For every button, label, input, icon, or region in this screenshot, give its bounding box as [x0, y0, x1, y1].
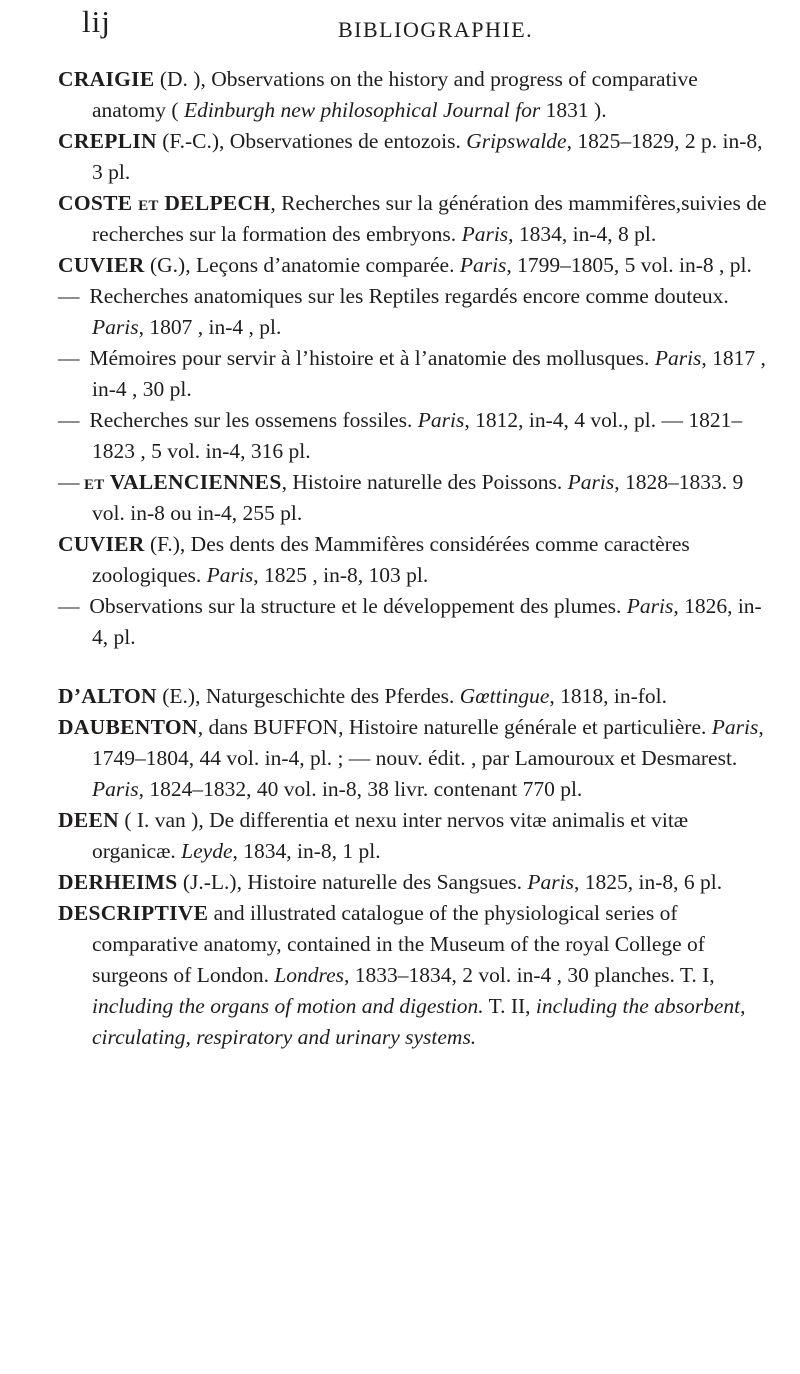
entry-details: , 1799–1805, 5 vol. in-8 , pl.: [506, 253, 752, 277]
entry-italic-text: including the absorbent, circulating, respiratory and urinary systems.: [92, 994, 746, 1049]
entry-italic-text: Paris: [417, 408, 465, 432]
bibliography-entry: [58, 681, 770, 712]
entry-text: , Recherches sur la génération des mammifères,suivies de recherches sur la formation des embryons.: [92, 191, 767, 246]
bibliography-entry: [58, 529, 770, 591]
entry-italic-text: Leyde: [181, 839, 233, 863]
entry-author: CREPLIN: [58, 129, 157, 153]
bibliography-entry: [58, 343, 770, 405]
entry-text: (D. ), Observations on the history and progress of comparative anatomy (: [92, 67, 698, 122]
entry-details: , 1825 , in-8, 103 pl.: [253, 563, 429, 587]
entry-author: CUVIER: [58, 532, 145, 556]
entry-details: T. II,: [483, 994, 536, 1018]
bibliography-entry: [58, 898, 770, 1053]
entry-italic-text: Paris: [626, 594, 674, 618]
entry-details: , 1749–1804, 44 vol. in-4, pl. ; — nouv. édit. , par Lamouroux et Desmarest.: [92, 715, 764, 770]
entry-italic-text: Paris: [527, 870, 574, 894]
entry-author: D’ALTON: [58, 684, 157, 708]
entry-details: , 1833–1834, 2 vol. in-4 , 30 planches. T. I,: [344, 963, 715, 987]
entry-text: (G.), Leçons d’anatomie comparée.: [144, 253, 460, 277]
page-number: lij: [82, 4, 111, 39]
bibliography-entry: [58, 867, 770, 898]
entry-italic-text: Paris: [459, 253, 507, 277]
running-head: BIBLIOGRAPHIE.: [338, 17, 534, 42]
entry-author: CUVIER: [58, 253, 145, 277]
entry-italic-text: Paris: [461, 222, 509, 246]
entry-text: , Histoire naturelle des Poissons.: [281, 470, 568, 494]
entry-details: , 1807 , in-4 , pl.: [138, 315, 282, 339]
entry-author: COSTE et DELPECH: [58, 191, 271, 215]
entry-italic-text: Paris: [206, 563, 254, 587]
entry-text: (J.-L.), Histoire naturelle des Sangsues.: [177, 870, 528, 894]
entry-text: Recherches anatomiques sur les Reptiles regardés encore comme douteux.: [84, 284, 729, 308]
entry-italic-text: Paris: [92, 777, 139, 801]
bibliography-entry: [58, 188, 770, 250]
entry-italic-text: Paris: [567, 470, 615, 494]
entry-author: DERHEIMS: [58, 870, 178, 894]
ditto-dash: —: [58, 408, 80, 432]
bibliography-entry: [58, 405, 770, 467]
entry-details: , 1834, in-8, 1 pl.: [232, 839, 381, 863]
entry-text: and illustrated catalogue of the physiological series of comparative anatomy, contained in the Museum of the royal College of surgeons of London.: [92, 901, 705, 987]
entry-text: Mémoires pour servir à l’histoire et à l’anatomie des mollusques.: [84, 346, 655, 370]
bibliography-entry: [58, 591, 770, 653]
entry-text: , dans BUFFON, Histoire naturelle générale et particulière.: [197, 715, 712, 739]
entry-italic-text: Gœttingue: [459, 684, 550, 708]
entry-italic-text: Paris: [711, 715, 759, 739]
ditto-dash: —: [58, 470, 80, 494]
entry-details: , 1826, in-4, pl.: [92, 594, 762, 649]
entry-text: Observations sur la structure et le développement des plumes.: [84, 594, 627, 618]
bibliography-entry: [58, 712, 770, 805]
entry-italic-text: Londres: [274, 963, 345, 987]
entry-author: CRAIGIE: [58, 67, 155, 91]
entry-details: 1831 ).: [540, 98, 607, 122]
entry-details: , 1825, in-8, 6 pl.: [573, 870, 723, 894]
entry-text: Recherches sur les ossemens fossiles.: [84, 408, 418, 432]
section-gap: [58, 653, 770, 681]
bibliography-entry: [58, 64, 770, 126]
entry-text: (E.), Naturgeschichte des Pferdes.: [156, 684, 460, 708]
page-header: [58, 0, 770, 58]
entry-italic-text: including the organs of motion and digestion.: [92, 994, 484, 1018]
bibliography-entry: [58, 281, 770, 343]
entry-italic-text: Gripswalde: [466, 129, 567, 153]
entry-italic-text: Edinburgh new philosophical Journal for: [183, 98, 541, 122]
entry-author: DESCRIPTIVE: [58, 901, 209, 925]
entry-details: , 1834, in-4, 8 pl.: [508, 222, 657, 246]
entry-text: (F.), Des dents des Mammifères considérées comme caractères zoologiques.: [92, 532, 690, 587]
entry-author: et VALENCIENNES: [84, 470, 282, 494]
ditto-dash: —: [58, 284, 80, 308]
bibliography-entry: [58, 126, 770, 188]
entry-text: ( I. van ), De differentia et nexu inter nervos vitæ animalis et vitæ organicæ.: [92, 808, 689, 863]
entry-details: , 1825–1829, 2 p. in-8, 3 pl.: [92, 129, 763, 184]
bibliography-entry: [58, 250, 770, 281]
entry-details: , 1812, in-4, 4 vol., pl. — 1821–1823 , 5 vol. in-4, 316 pl.: [92, 408, 743, 463]
entry-italic-text: Paris: [654, 346, 702, 370]
entry-author: DAUBENTON: [58, 715, 198, 739]
ditto-dash: —: [58, 346, 80, 370]
entry-details: , 1824–1832, 40 vol. in-8, 38 livr. contenant 770 pl.: [138, 777, 583, 801]
ditto-dash: —: [58, 594, 80, 618]
entry-details: , 1828–1833. 9 vol. in-8 ou in-4, 255 pl.: [92, 470, 744, 525]
entry-italic-text: Paris: [92, 315, 139, 339]
bibliography-entry: [58, 467, 770, 529]
bibliography-entry: [58, 805, 770, 867]
entry-details: , 1817 , in-4 , 30 pl.: [92, 346, 766, 401]
bibliography-entries: [58, 64, 770, 1053]
entry-details: , 1818, in-fol.: [549, 684, 668, 708]
entry-author: DEEN: [58, 808, 119, 832]
entry-text: (F.-C.), Observationes de entozois.: [156, 129, 467, 153]
